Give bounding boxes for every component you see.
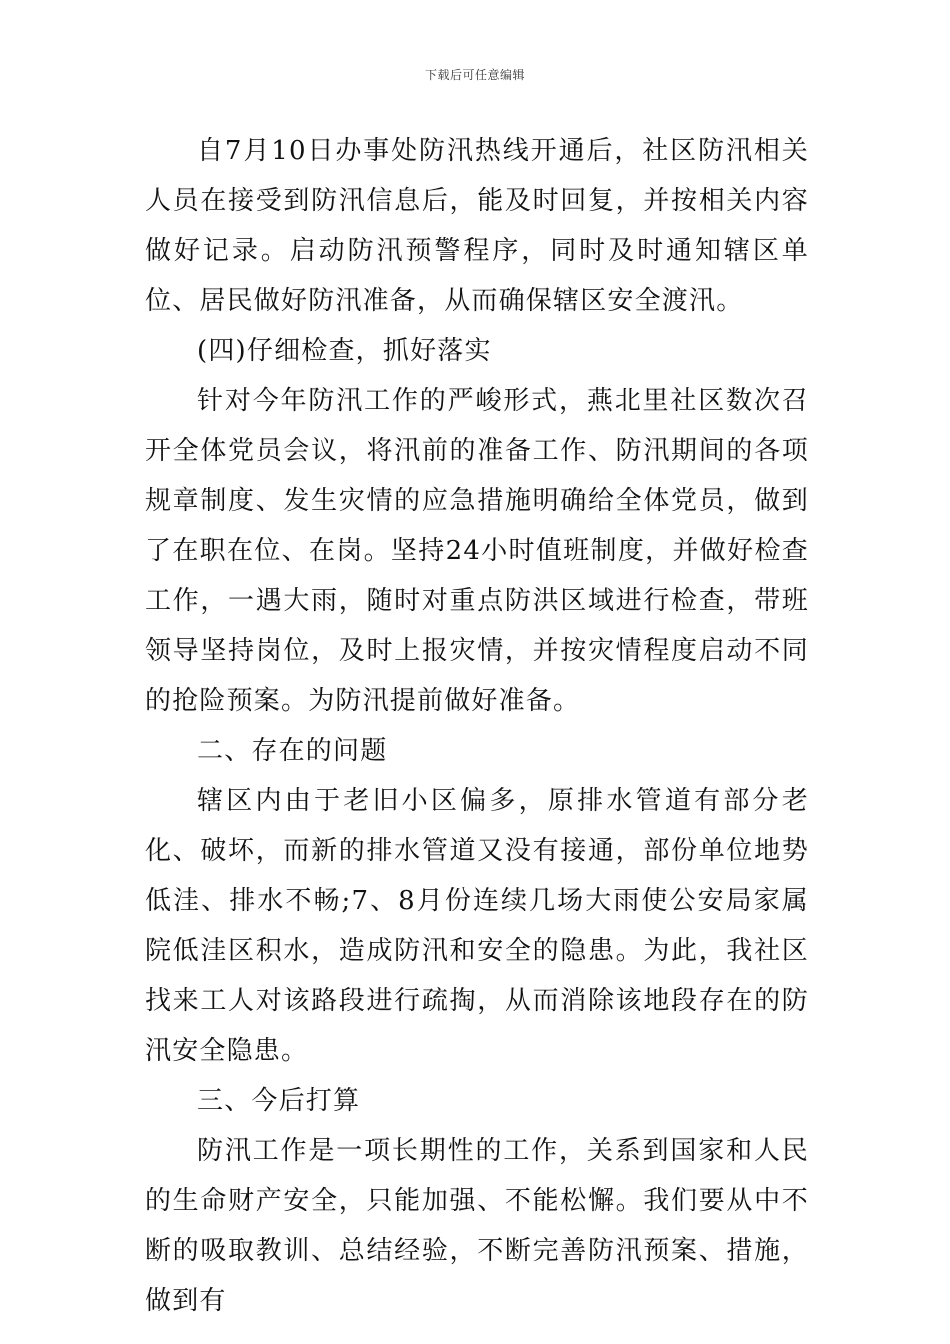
section-heading-future-plans: 三、今后打算 — [197, 1086, 361, 1116]
paragraph-future-plans: 防汛工作是一项长期性的工作，关系到国家和人民的生命财产安全，只能加强、不能松懈。我们要从中不断的吸取教训、总结经验，不断完善防汛预案、措施，做到有 — [145, 1136, 809, 1316]
section-heading-existing-problems: 二、存在的问题 — [197, 736, 388, 766]
paragraph-inspection-details: 针对今年防汛工作的严峻形式，燕北里社区数次召开全体党员会议，将汛前的准备工作、防汛期间的各项规章制度、发生灾情的应急措施明确给全体党员，做到了在职在位、在岗。坚持24小时值班制度，并做好检查工作，一遇大雨，随时对重点防洪区域进行检查，带班领导坚持岗位，及时上报灾情，并按灾情程度启动不同的抢险预案。为防汛提前做好准备。 — [145, 386, 809, 716]
document-body — [145, 126, 809, 1326]
paragraph-drainage-problems: 辖区内由于老旧小区偏多，原排水管道有部分老化、破坏，而新的排水管道又没有接通，部份单位地势低洼、排水不畅;7、8月份连续几场大雨使公安局家属院低洼区积水，造成防汛和安全的隐患。为此，我社区找来工人对该路段进行疏掏，从而消除该地段存在的防汛安全隐患。 — [145, 786, 809, 1066]
paragraph-hotline-response: 自7月10日办事处防汛热线开通后，社区防汛相关人员在接受到防汛信息后，能及时回复，并按相关内容做好记录。启动防汛预警程序，同时及时通知辖区单位、居民做好防汛准备，从而确保辖区安全渡汛。 — [145, 136, 809, 316]
section-heading-careful-inspection: (四)仔细检查，抓好落实 — [197, 336, 492, 366]
page-header: 下载后可任意编辑 — [424, 68, 525, 82]
